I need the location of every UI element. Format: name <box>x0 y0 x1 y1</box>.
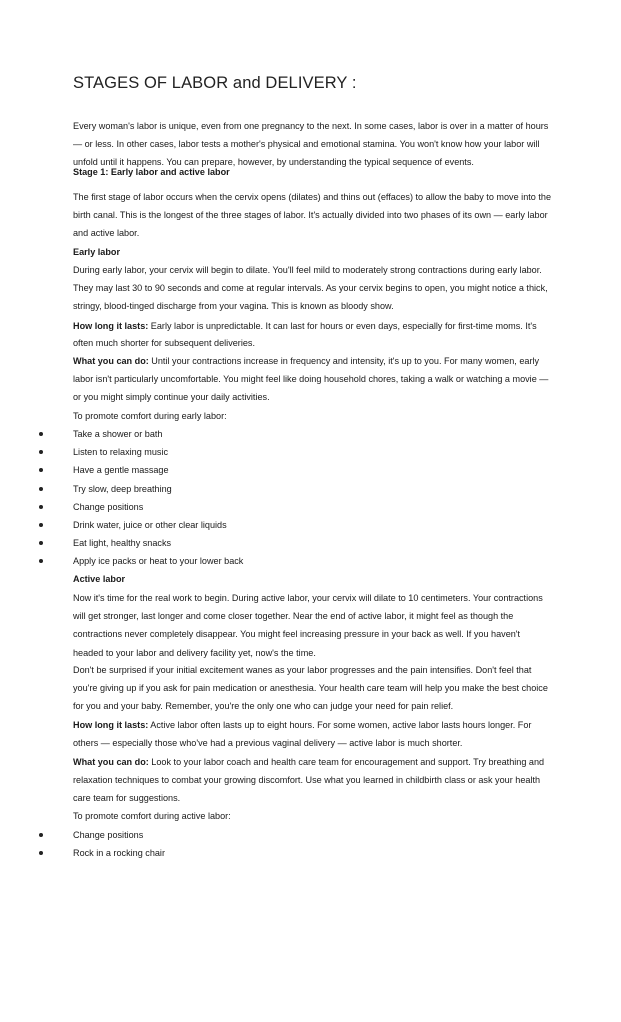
list-item <box>0 480 621 498</box>
early-labor-what-you-can-do <box>73 352 551 407</box>
how-long-text: Active labor often lasts up to eight hours. For some women, active labor lasts hours longer. For others — especially those who've had a previous vaginal delivery — active labor is much shorter. <box>73 720 532 749</box>
list-item-text: Try slow, deep breathing <box>73 483 172 494</box>
bullet-icon <box>39 851 43 855</box>
stage1-heading: Stage 1: Early labor and active labor <box>73 167 230 177</box>
list-item <box>0 461 621 479</box>
early-labor-comfort-list <box>0 425 621 571</box>
bullet-icon <box>39 559 43 563</box>
list-item-text: Change positions <box>73 830 144 840</box>
what-you-can-do-label: What you can do: <box>73 757 149 767</box>
bullet-icon <box>39 432 43 436</box>
list-item <box>0 826 621 844</box>
list-item-text: Rock in a rocking chair <box>73 848 165 859</box>
list-item <box>0 516 621 534</box>
early-labor-heading: Early labor <box>73 247 121 257</box>
list-item-text: Change positions <box>73 501 144 512</box>
list-item <box>0 552 621 570</box>
list-item-text: Have a gentle massage <box>73 465 169 476</box>
what-you-can-do-label: What you can do: <box>73 356 149 366</box>
list-item-text: Take a shower or bath <box>73 429 163 439</box>
what-you-can-do-text: Look to your labor coach and health care team for encouragement and support. Try breathing and relaxation techniques to combat your growing discomfort. Use what you learned in childbirth class or ask your health care team for suggestions. <box>73 757 545 804</box>
bullet-icon <box>39 468 43 472</box>
what-you-can-do-text: Until your contractions increase in frequency and intensity, it's up to you. For many women, early labor isn't particularly uncomfortable. You might feel like doing household chores, taking a walk or watching a movie — or you might simply continue your daily activities. <box>73 356 549 403</box>
active-labor-how-long <box>73 716 551 752</box>
list-item <box>0 844 621 862</box>
how-long-label: How long it lasts: <box>73 321 149 331</box>
bullet-icon <box>39 505 43 509</box>
active-labor-paragraph: Now it's time for the real work to begin. During active labor, your cervix will dilate to 10 centimeters. Your contractions will get stronger, last longer and come closer together. Near the end of active labor, it might feel as though the contractions never completely disappear. You might feel increasing pressure in your back as well. If you haven't headed to your labor and delivery facility yet, now's the time. <box>73 593 543 658</box>
how-long-label: How long it lasts: <box>73 720 149 730</box>
early-labor-paragraph: During early labor, your cervix will begin to dilate. You'll feel mild to moderately strong contractions during early labor. They may last 30 to 90 seconds and come at regular intervals. As your cervix begins to open, you might notice a thick, stringy, blood-tinged discharge from your vagina. This is known as bloody show. <box>73 265 548 312</box>
active-labor-what-you-can-do <box>73 753 551 808</box>
bullet-icon <box>39 450 43 454</box>
intro-paragraph: Every woman's labor is unique, even from one pregnancy to the next. In some cases, labor is over in a matter of hours — or less. In other cases, labor tests a mother's physical and emotional stamina. You won't know how your labor will unfold until it happens. You can prepare, however, by understanding the typical sequence of events. <box>73 121 549 168</box>
bullet-icon <box>39 541 43 545</box>
list-item-text: Drink water, juice or other clear liquids <box>73 519 227 530</box>
how-long-text: Early labor is unpredictable. It can last for hours or even days, especially for first-time moms. It's often much shorter for subsequent deliveries. <box>73 321 537 348</box>
page-title: STAGES OF LABOR and DELIVERY : <box>73 74 357 92</box>
list-item <box>0 443 621 461</box>
list-item <box>0 534 621 552</box>
list-item-text: Eat light, healthy snacks <box>73 538 172 549</box>
stage1-paragraph: The first stage of labor occurs when the cervix opens (dilates) and thins out (effaces) to allow the baby to move into the birth canal. This is the longest of the three stages of labor. It's actually divided into two phases of its own — early labor and active labor. <box>73 192 552 239</box>
bullet-icon <box>39 833 43 837</box>
list-item-text: Listen to relaxing music <box>73 447 169 458</box>
active-labor-heading: Active labor <box>73 574 126 584</box>
bullet-icon <box>39 487 43 491</box>
list-item <box>0 425 621 443</box>
active-labor-comfort-intro: To promote comfort during active labor: <box>73 811 231 821</box>
active-labor-comfort-list <box>0 826 621 862</box>
list-item <box>0 498 621 516</box>
list-item-text: Apply ice packs or heat to your lower back <box>73 556 244 567</box>
active-labor-paragraph-2: Don't be surprised if your initial excitement wanes as your labor progresses and the pain intensifies. Don't feel that you're giving up if you ask for pain medication or anesthesia. Your health care team will help you make the best choice for you and your baby. Remember, you're the only one who can judge your need for pain relief. <box>73 665 548 712</box>
early-labor-how-long <box>73 318 551 351</box>
early-labor-comfort-intro: To promote comfort during early labor: <box>73 411 227 421</box>
bullet-icon <box>39 523 43 527</box>
